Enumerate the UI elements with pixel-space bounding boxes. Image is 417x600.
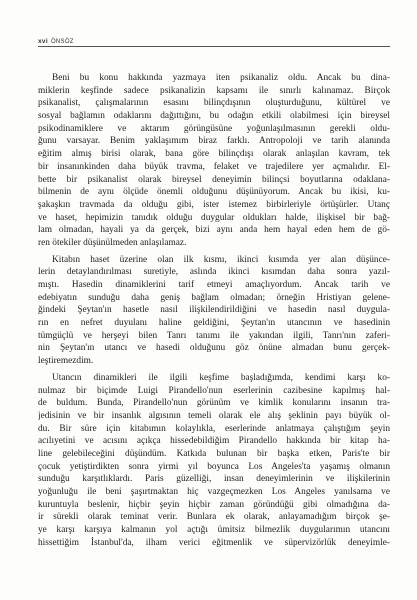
text-line: sunduğu karşıtlıklardı. Paris güzelliği, insan deneyimlerinin ve ilişkilerinin <box>38 474 390 485</box>
section-title: ÖNSÖZ <box>50 39 74 45</box>
text-line: tümgüçlü ve herşeyi bilen Tanrı tanımı ile yakından ilgili, Tanrı'nın zaferi- <box>38 330 390 341</box>
text-line: bette bir psikanalist olarak bireysel deneyimin bilinçsi boyutlarına odaklana- <box>38 174 390 185</box>
text-line: ir sürekli olarak teminat verir. Bunlara ek olarak, anlayamadığım birçok şe- <box>38 512 390 523</box>
text-line: bir insanınkinden daha büyük travma, felaket ve trajedilere yer açmalıdır. El- <box>38 161 390 172</box>
text-line: Beni bu konu hakkında yazmaya iten psikanaliz oldu. Ancak bu dina- <box>52 73 390 83</box>
text-line: sosyal bağlamın odaklarını dağıttığını, bu odağın etkili olabilmesi için bireysel <box>38 111 390 122</box>
text-line: lam olmadan, hayali ya da gerçek, bizi aynı anda hem hayal eden hem de gö- <box>38 225 390 236</box>
text-line: Kitabın haset üzerine olan ilk kısmı, ikinci kısımda yer alan düşünce- <box>52 254 390 265</box>
text-line: nulmaz bir biçimde Luigi Pirandello'nun eserlerinin cazibesine kapılmış hal- <box>38 385 390 396</box>
text-line: kuruntuyla beslenir, hiçbir şeyin hiçbir zaman göründüğü gibi olmadığına da- <box>38 499 390 510</box>
text-line: hissettiğim İstanbul'da, ilham verici eğitmenlik ve süpervizörlük deneyimle- <box>38 537 390 548</box>
text-line: şakaşkın travmada da olduğu gibi, ister istemez birbirleriyle örtüşürler. Utanç <box>38 199 390 210</box>
text-line: ğunu varsayar. Benim yaklaşımım biraz farklı. Antropoloji ve tarih alanında <box>38 136 390 147</box>
text-line: ye karşı karşıya kalmanın yol açtığı ümitsiz bilmezlik duygularımın utancını <box>38 525 390 536</box>
text-line: jedisinin ve bir insanlık algısının temeli olarak ele alış şeklinin payı büyük ol- <box>38 410 390 421</box>
text-line: ren ötekiler düşünülmeden anlaşılamaz. <box>38 237 187 248</box>
body-text <box>38 72 390 549</box>
text-line: de buldum. Bunda, Pirandello'nun görünüm ve kimlik konularını insanın tra- <box>38 398 390 409</box>
header-rule <box>38 46 390 47</box>
text-line: acılıyetini ve acısını açıkça hissedebildiğim Pirandello hakkında bir kitap ha- <box>38 436 390 447</box>
running-header <box>38 38 74 45</box>
text-line: du. Bir süre için kitabımın kolaylıkla, eserlerinde anlatmaya çalıştığım şeyin <box>38 423 390 434</box>
text-line: çocuk yetiştirdikten sonra yirmi yıl boyunca Los Angeles'ta yaşamış olmanın <box>38 461 390 472</box>
paragraph <box>38 372 390 550</box>
text-line: psikanalist, çalışmalarının esasını bilinçdışının oluşturduğunu, kültürel ve <box>38 98 390 109</box>
text-line: mıştı. Hasedin dinamiklerini tarif etmeyi amaçlıyordum. Ancak tarih ve <box>38 280 390 290</box>
text-line: edebiyatın sunduğu daha geniş bağlam olmadan; örneğin Hristiyan gelene- <box>38 292 390 303</box>
text-line: psikodinamiklere ve aktarım görüngüsüne yoğunlaşılmasının gerekli oldu- <box>38 123 390 134</box>
text-line: yoğunluğu ile beni şaşırtmaktan hiç vazgeçmezken Los Angeles yanılsama ve <box>38 487 390 497</box>
page-number: xvi <box>38 38 48 45</box>
text-line: leştiremezdim. <box>38 356 94 367</box>
text-line: ve haset, hepimizin tanıdık olduğu duygular oldukları halde, ilişkisel bir bağ- <box>38 212 390 223</box>
text-line: rın en nefret duyulanı haline geldiğini, Şeytan'ın utancının ve hasedinin <box>38 318 390 329</box>
text-line: bilmenin de aynı ölçüde önemli olduğunu düşünüyorum. Ancak bu ikisi, ku- <box>38 187 390 198</box>
text-line: eğitim almış birisi olarak, bana göre bilinçdışı olarak anlaşılan kavram, tek <box>38 149 390 160</box>
paragraph <box>38 254 390 368</box>
text-line: ğindeki Şeytan'ın hasetle nasıl ilişkilendirildiğini ve hasedin nasıl duygula- <box>38 305 390 316</box>
text-line: miklerin keşfinde sadece psikanalizin kapsamı ile sınırlı kalınamaz. Birçok <box>38 85 390 96</box>
paragraph <box>38 72 390 250</box>
text-line: line gelebileceğini düşündüm. Katkıda bulunan bir başka etken, Paris'te bir <box>38 448 390 459</box>
text-line: Utancın dinamikleri ile ilgili keşfime başladığımda, kendimi karşı ko- <box>52 372 390 383</box>
text-line: lerin detaylandırılması suretiyle, aslında ikinci kısımdan daha sonra yazıl- <box>38 267 390 278</box>
text-line: nin Şeytan'ın utancı ve hasedi olduğunu göz önüne almadan bunu gerçek- <box>38 343 390 354</box>
